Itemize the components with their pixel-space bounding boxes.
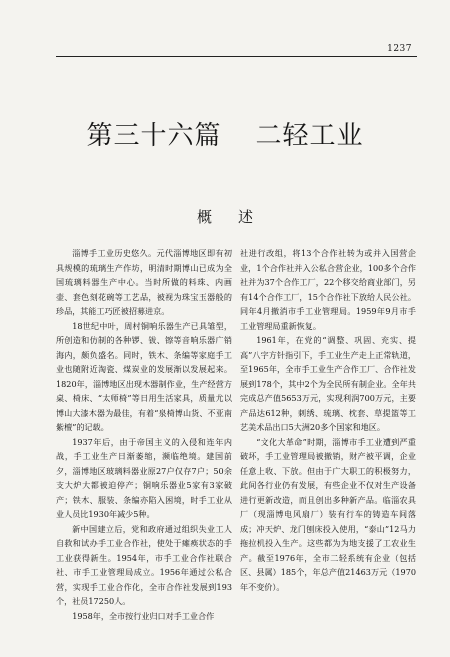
paragraph: 淄博手工业历史悠久。元代淄博地区即有初具规模的琉璃生产作坊，明清时期博山已成为全国琉璃料器生产中心。当时所做的料珠、内画壶、套色刻花碗等工艺品，被视为珠宝玉器般的珍品，其能工巧匠被招募进京。: [56, 248, 232, 316]
paragraph: “文化大革命”时期，淄博市手工业遭到严重破坏，手工业管理局被撤销，财产被平调，企业任意上收、下放。但由于广大职工的积极努力，此间各行业仍有发展，有些企业不仅对生产设备进行更新改造，而且创出多种新产品。临淄农具厂（现淄博电风扇厂）装有行车的铸造车间落成；冲天炉、龙门刨床投入使用，“泰山”12马力拖拉机投入生产。这些都为为地支援了工农业生产。截至1976年，全市二轻系统有企业（包括区、县属）185个，年总产值21463万元（1970年不变价）。: [240, 436, 416, 592]
paragraph: 新中国建立后，党和政府通过组织失业工人自救和试办手工业合作社，使处于瘫痪状态的手工业获得新生。1954年，市手工业合作社联合社、市手工业管理局成立。1956年通过公私合营，实现手工业合作化，全市合作社发展到193个，社员17250人。: [56, 523, 232, 606]
left-column: [56, 246, 232, 623]
part-title: [0, 115, 450, 152]
right-column: [240, 246, 416, 594]
paragraph: 1958年，全市按行业归口对手工业合作: [72, 610, 215, 621]
paragraph: 1937年后，由于帝国主义的入侵和连年内战，手工业生产日渐萎缩，濒临绝境。建国前夕，淄博地区玻璃料器业原27户仅存7户；50余支大炉大都被迫停产；铜响乐器业5家有3家破产；铁木、服装、条编亦陷入困境，时手工业从业人员比1930年减少5种。: [56, 436, 232, 519]
paragraph: 1961年，在党的“调整、巩固、充实、提高”八字方针指引下，手工业生产走上正常轨道，至1965年，全市手工业生产合作工厂、合作社发展到178个，其中2个为全民所有制企业。全年共完成总产值5653万元，实现利润700万元，主要产品达612种，刺绣、琉璃、枕套、草提篮等工艺美术品出口5大洲20多个国家和地区。: [240, 335, 416, 432]
paragraph-continued: 社进行改组，将13个合作社转为或并入国营企业，1个合作社并入公私合营企业，100多个合作社并为37个合作工厂，22个移交给商业部门，另有14个合作工厂，15个合作社下放给人民公社。同年4月撤消市手工业管理局。1959年9月市手工业管理局重新恢复。: [240, 248, 416, 331]
page-number: 1237: [387, 44, 412, 54]
header-rule: [56, 56, 417, 57]
section-heading: 概述: [196, 208, 279, 226]
part-name: 二轻工业: [255, 121, 364, 151]
part-number: 第三十六篇: [86, 121, 222, 151]
paragraph: 18世纪中叶，周村铜响乐器生产已具雏型，所创造和仿制的各种锣、钹、镲等音响乐器广销海内，颇负盛名。同时，铁木、条编等家庭手工业也随附近淘瓷、煤炭业的发展渐以发展起来。1820年，淄博地区出现木器制作业，生产经营方桌、椅床、“太师椅”等日用生活家具，质量尤以博山大漆木器为最佳，有着“泉椅博山货、不亚南紫檀”的记载。: [56, 320, 232, 432]
